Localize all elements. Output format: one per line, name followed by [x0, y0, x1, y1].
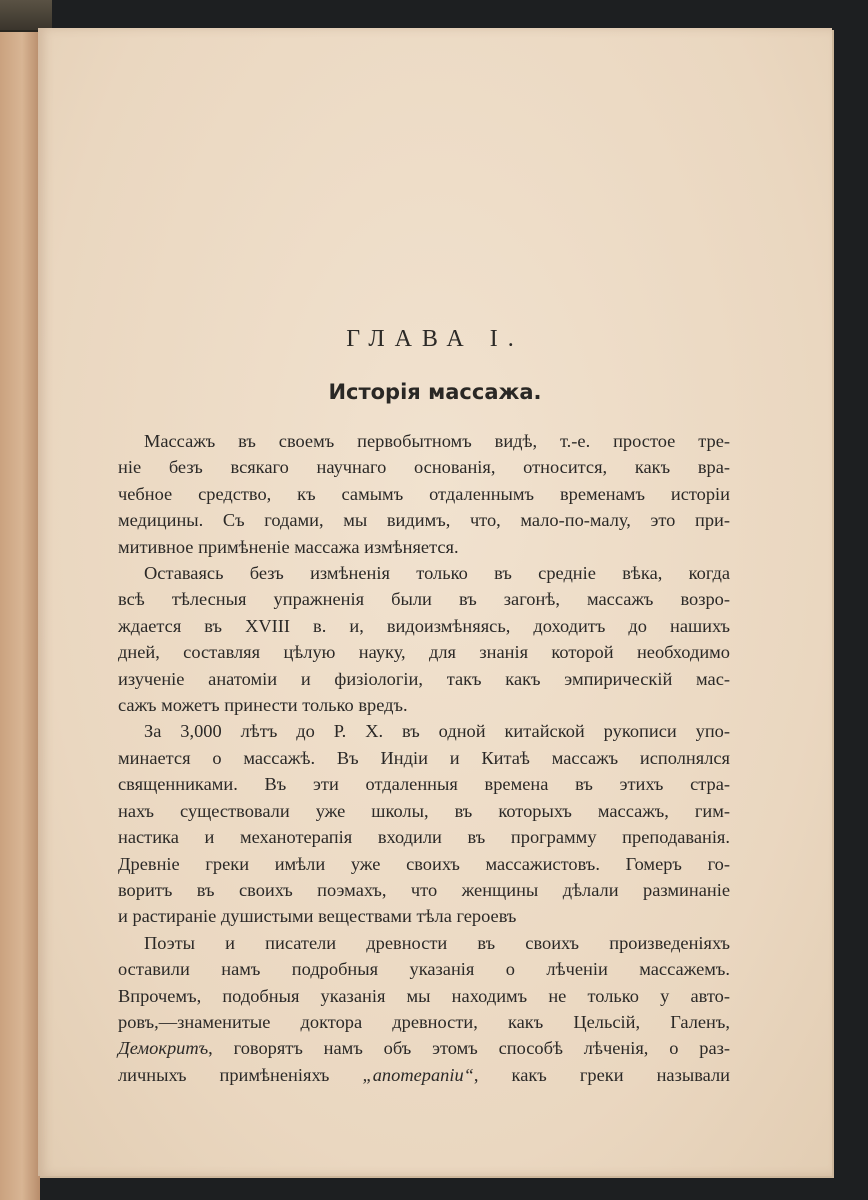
- text-fragment: , какъ греки называли: [473, 1064, 730, 1085]
- text-line: ровъ,—знаменитые доктора древности, какъ Цельсій, Галенъ,: [118, 1011, 730, 1032]
- book-spine: [0, 0, 40, 1200]
- text-line: нахъ существовали уже школы, въ которыхъ массажъ, гим-: [118, 800, 730, 821]
- text-line: За 3,000 лѣтъ до Р. Х. въ одной китайской рукописи упо-: [144, 721, 730, 742]
- italic-term: „апотерапіи“: [362, 1064, 474, 1085]
- text-line: ждается въ XVIII в. и, видоизмѣняясь, доходитъ до нашихъ: [118, 615, 730, 636]
- text-line: [118, 1035, 730, 1061]
- text-line: оставили намъ подробныя указанія о лѣченіи массажемъ.: [118, 959, 730, 980]
- text-line: воритъ въ своихъ поэмахъ, что женщины дѣлали разминаніе: [118, 879, 730, 900]
- text-line: настика и механотерапія входили въ программу преподаванія.: [118, 827, 730, 848]
- italic-name: Демокритъ: [118, 1038, 209, 1059]
- text-line: Массажъ въ своемъ первобытномъ видѣ, т.-е. простое тре-: [144, 431, 730, 451]
- chapter-title: Исторія массажа.: [328, 380, 542, 404]
- body-text: [118, 428, 730, 1088]
- text-line: [118, 1062, 730, 1088]
- text-line: чебное средство, къ самымъ отдаленнымъ временамъ исторіи: [118, 483, 730, 504]
- text-fragment: , говорятъ намъ объ этомъ способѣ лѣченія, о раз-: [208, 1038, 730, 1059]
- text-line: Древніе греки имѣли уже своихъ массажистовъ. Гомеръ го-: [118, 853, 730, 874]
- text-line: и растираніе душистыми веществами тѣла героевъ: [118, 906, 517, 927]
- text-line: медицины. Съ годами, мы видимъ, что, мало-по-малу, это при-: [118, 510, 730, 531]
- text-fragment: личныхъ примѣненіяхъ: [118, 1064, 363, 1085]
- text-line: ніе безъ всякаго научнаго основанія, относится, какъ вра-: [118, 457, 730, 478]
- text-line: изученіе анатоміи и физіологіи, такъ какъ эмпирическій мас-: [118, 668, 730, 689]
- book-page: [38, 28, 832, 1176]
- text-line: Впрочемъ, подобныя указанія мы находимъ не только у авто-: [118, 985, 730, 1006]
- text-line: священниками. Въ эти отдаленныя времена въ этихъ стра-: [118, 774, 730, 795]
- text-line: минается о массажѣ. Въ Индіи и Китаѣ массажъ исполнялся: [118, 747, 730, 768]
- chapter-heading: ГЛАВА I.: [346, 326, 524, 352]
- text-line: дней, составляя цѣлую науку, для знанія которой необходимо: [118, 642, 730, 663]
- text-line: Поэты и писатели древности въ своихъ произведеніяхъ: [144, 932, 730, 953]
- text-line: всѣ тѣлесныя упражненія были въ загонѣ, массажъ возро-: [118, 589, 730, 610]
- text-line: сажъ можетъ принести только вредъ.: [118, 695, 408, 716]
- text-line: Оставаясь безъ измѣненія только въ средніе вѣка, когда: [144, 563, 730, 584]
- text-line: митивное примѣненіе массажа измѣняется.: [118, 536, 459, 557]
